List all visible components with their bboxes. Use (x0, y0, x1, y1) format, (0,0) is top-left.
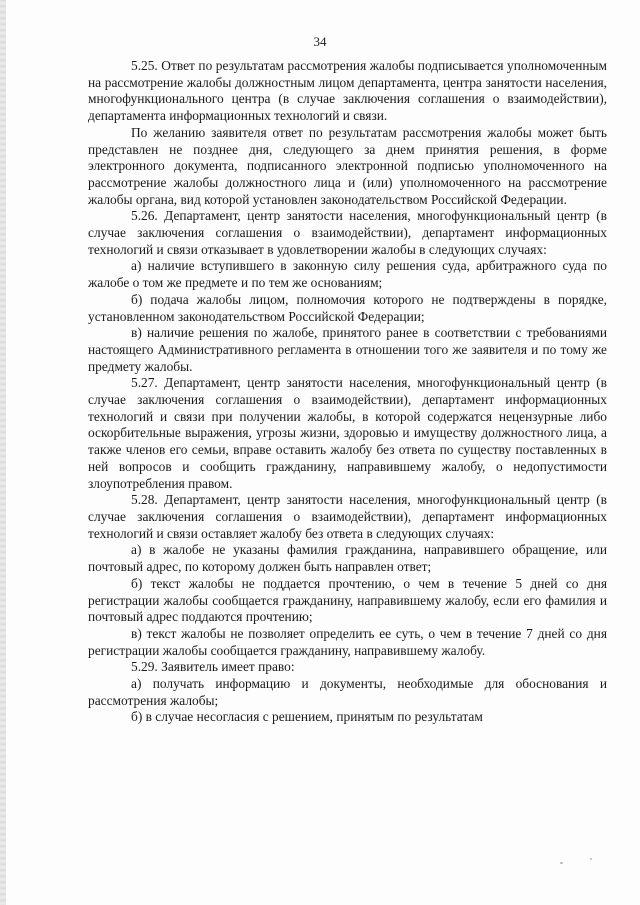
paragraph-5-28-a: а) в жалобе не указаны фамилия гражданина, направившего обращение, или почтовый адрес, по которому должен быть направлен ответ; (88, 542, 607, 575)
page-number: 34 (313, 34, 327, 49)
paragraph-5-26: 5.26. Департамент, центр занятости населения, многофункциональный центр (в случае заключения соглашения о взаимодействии), департамент информационных технологий и связи отказывает в удовлетворении жалобы в следующих случаях: (88, 208, 607, 257)
paragraph-5-26-b: б) подача жалобы лицом, полномочия которого не подтверждены в порядке, установленном законодательством Российской Федерации; (88, 291, 607, 324)
paragraph-5-28: 5.28. Департамент, центр занятости населения, многофункциональный центр (в случае заключения соглашения о взаимодействии), департамент информационных технологий и связи оставляет жалобу без ответа в следующих случаях: (88, 492, 607, 541)
paragraph-5-29: 5.29. Заявитель имеет право: (131, 659, 295, 675)
paragraph-5-25: 5.25. Ответ по результатам рассмотрения жалобы подписывается уполномоченным на рассмотрение жалобы должностным лицом департамента, центра занятости населения, многофункционального центра (в случае заключения соглашения о взаимодействии), департамента информационных технологий и связи. (88, 58, 607, 124)
scan-speck (590, 858, 592, 860)
scan-speck (560, 862, 563, 864)
paragraph-5-29-a: а) получать информацию и документы, необходимые для обоснования и рассмотрения жалобы; (88, 676, 607, 708)
paragraph-5-27: 5.27. Департамент, центр занятости населения, многофункциональный центр (в случае заключения соглашения о взаимодействии), департамент информационных технологий и связи при получении жалобы, в которой содержатся нецензурные либо оскорбительные выражения, угрозы жизни, здоровью и имуществу должностного лица, а также членов его семьи, вправе оставить жалобу без ответа по существу поставленных в ней вопросов и сообщить гражданину, направившему жалобу, о недопустимости злоупотребления правом. (88, 375, 607, 491)
paragraph-5-28-b: б) текст жалобы не поддается прочтению, о чем в течение 5 дней со дня регистрации жалобы сообщается гражданину, направившему жалобу, если его фамилия и почтовый адрес поддаются прочтению; (88, 575, 607, 625)
paragraph-5-28-v: в) текст жалобы не позволяет определить ее суть, о чем в течение 7 дней со дня регистрации жалобы сообщается гражданину, направившему жалобу. (88, 625, 607, 658)
scan-edge (0, 0, 6, 905)
paragraph-electronic-response: По желанию заявителя ответ по результатам рассмотрения жалобы может быть представлен не позднее дня, следующего за днем принятия решения, в форме электронного документа, подписанного электронной подписью уполномоченного на рассмотрение жалобы должностного лица и (или) уполномоченного на рассмотрение жалобы органа, вид которой установлен законодательством Российской Федерации. (88, 124, 607, 207)
paragraph-5-29-b: б) в случае несогласия с решением, принятым по результатам (131, 709, 483, 725)
paragraph-5-26-v: в) наличие решения по жалобе, принятого ранее в соответствии с требованиями настоящего Административного регламента в отношении того же заявителя и по тому же предмету жалобы. (88, 325, 607, 374)
paragraph-5-26-a: а) наличие вступившего в законную силу решения суда, арбитражного суда по жалобе о том же предмете и по тем же основаниям; (88, 258, 607, 291)
document-body (88, 58, 607, 726)
